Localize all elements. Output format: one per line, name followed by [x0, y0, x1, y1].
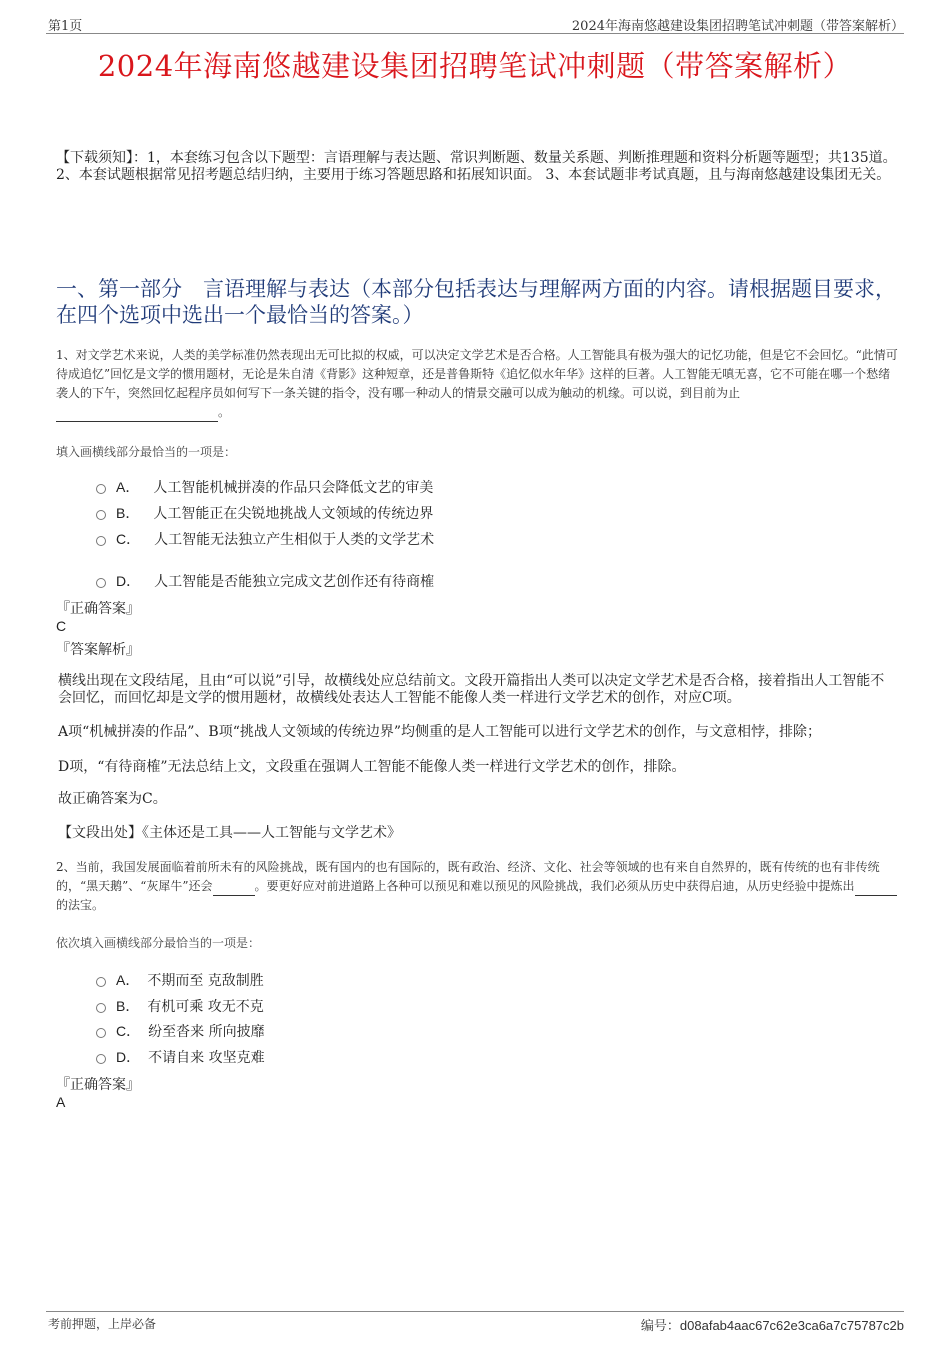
- option-letter: D．: [116, 1049, 141, 1065]
- option-letter: C．: [116, 1023, 141, 1039]
- option-text: 人工智能机械拼凑的作品只会降低文艺的审美: [153, 480, 434, 496]
- footer-divider: [46, 1311, 904, 1312]
- option-letter: A．: [116, 972, 140, 988]
- answer-blank: [855, 883, 897, 896]
- question-2-stem-middle: 。要更好应对前进道路上各种可以预见和难以预见的风险挑战，我们必须从历史中获得启迪，从历史经验中提炼出: [254, 879, 855, 893]
- radio-icon[interactable]: [96, 484, 106, 494]
- question-2-prompt: 依次填入画横线部分最恰当的一项是：: [56, 936, 261, 950]
- page-number: 第1页: [48, 19, 83, 34]
- option-text: 不请自来 攻坚克难: [148, 1050, 265, 1066]
- question-2-option-a[interactable]: [96, 970, 264, 990]
- answer-blank: [213, 883, 255, 896]
- analysis-paragraph: D项，“有待商榷”无法总结上文，文段重在强调人工智能不能像人类一样进行文学艺术的创作，排除。: [58, 759, 686, 775]
- question-1-option-d[interactable]: [96, 571, 434, 591]
- question-2-option-d[interactable]: [96, 1047, 265, 1067]
- option-letter: B．: [116, 505, 140, 521]
- analysis-paragraph: A项“机械拼凑的作品”、B项“挑战人文领域的传统边界”均侧重的是人工智能可以进行文学艺术的创作，与文意相悖，排除；: [58, 724, 822, 740]
- option-text: 纷至沓来 所向披靡: [148, 1024, 265, 1040]
- question-1-stem-end: 。: [218, 405, 231, 419]
- question-1-prompt: 填入画横线部分最恰当的一项是：: [56, 445, 237, 459]
- correct-answer-label: 『正确答案』: [56, 601, 140, 617]
- radio-icon[interactable]: [96, 536, 106, 546]
- question-2-option-c[interactable]: [96, 1021, 265, 1041]
- option-letter: B．: [116, 998, 140, 1014]
- radio-icon[interactable]: [96, 1028, 106, 1038]
- option-text: 有机可乘 攻无不克: [147, 999, 264, 1015]
- footer-serial: [641, 1315, 904, 1334]
- download-notice: 【下载须知】：1，本套练习包含以下题型：言语理解与表达题、常识判断题、数量关系题、判断推理题和资料分析题等题型；共135道。 2、本套试题根据常见招考题总结归纳，主要用于练习答题思路和拓展知识面。 3、本套试题非考试真题，且与海南悠越建设集团无关。: [56, 150, 897, 183]
- header-divider: [46, 33, 904, 34]
- question-2-text: [56, 858, 898, 915]
- option-letter: A．: [116, 479, 140, 495]
- serial-label: 编号：: [640, 1319, 680, 1334]
- question-1-stem: 1、对文学艺术来说，人类的美学标准仍然表现出无可比拟的权威，可以决定文学艺术是否合格。人工智能具有极为强大的记忆功能，但是它不会回忆。“此情可待成追忆”回忆是文学的惯用题材，无论是朱自清《背影》这种短章，还是普鲁斯特《追忆似水年华》这样的巨著。人工智能无嗔无喜，它不可能在哪一个愁绪袭人的下午，突然回忆起程序员如何写下一条关键的指令，没有哪一种动人的情景交融可以成为触动的机缘。可以说，到目前为止: [56, 348, 898, 400]
- correct-answer-value: C: [56, 618, 67, 634]
- radio-icon[interactable]: [96, 1003, 106, 1013]
- passage-source: 【文段出处】《主体还是工具——人工智能与文学艺术》: [58, 825, 401, 841]
- option-text: 人工智能是否能独立完成文艺创作还有待商榷: [154, 574, 435, 590]
- header-doc-title: 2024年海南悠越建设集团招聘笔试冲刺题（带答案解析）: [571, 19, 904, 34]
- correct-answer-value: A: [56, 1094, 66, 1110]
- question-2-stem: 2、当前，我国发展面临着前所未有的风险挑战，既有国内的也有国际的，既有政治、经济、文化、社会等领域的也有来自自然界的，既有传统的也有非传统的，“黑天鹅”、“灰犀牛”还会: [56, 860, 880, 893]
- radio-icon[interactable]: [96, 977, 106, 987]
- analysis-paragraph: 故正确答案为C。: [58, 791, 167, 807]
- analysis-label: 『答案解析』: [56, 642, 140, 658]
- question-2-stem-end: 的法宝。: [56, 898, 105, 912]
- radio-icon[interactable]: [96, 1054, 106, 1064]
- page-title: 2024年海南悠越建设集团招聘笔试冲刺题（带答案解析）: [97, 49, 853, 83]
- section-heading: 一、第一部分 言语理解与表达（本部分包括表达与理解两方面的内容。请根据题目要求，在四个选项中选出一个最恰当的答案。）: [56, 277, 896, 327]
- question-1-option-c[interactable]: [96, 529, 434, 549]
- option-letter: C．: [116, 531, 141, 547]
- option-text: 人工智能正在尖锐地挑战人文领域的传统边界: [153, 506, 434, 522]
- serial-number: d08afab4aac67c62e3ca6a7c75787c2b: [679, 1318, 904, 1333]
- option-text: 不期而至 克敌制胜: [147, 973, 264, 989]
- radio-icon[interactable]: [96, 578, 106, 588]
- option-letter: D．: [116, 573, 141, 589]
- answer-blank: [56, 409, 218, 422]
- analysis-paragraph: 横线出现在文段结尾，且由“可以说”引导，故横线处应总结前文。文段开篇指出人类可以决定文学艺术是否合格，接着指出人工智能不会回忆，而回忆却是文学的惯用题材，故横线处表达人工智能不能像人类一样进行文学艺术的创作，对应C项。: [58, 673, 885, 706]
- option-text: 人工智能无法独立产生相似于人类的文学艺术: [154, 532, 435, 548]
- question-1-option-a[interactable]: [96, 477, 433, 497]
- question-2-option-b[interactable]: [96, 996, 264, 1016]
- question-1-text: [56, 346, 898, 422]
- correct-answer-label: 『正确答案』: [56, 1077, 140, 1093]
- radio-icon[interactable]: [96, 510, 106, 520]
- footer-slogan: 考前押题，上岸必备: [48, 1317, 157, 1331]
- question-1-option-b[interactable]: [96, 503, 433, 523]
